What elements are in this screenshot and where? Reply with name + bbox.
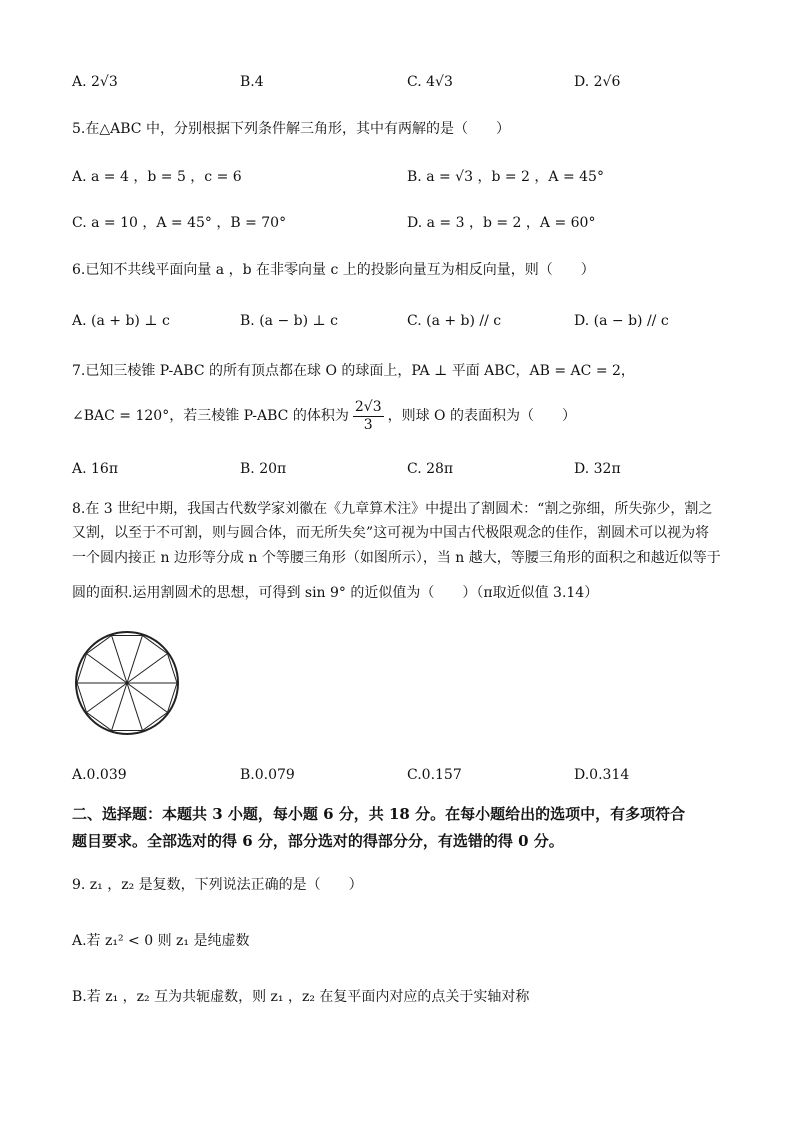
q9-option-a: A.若 z₁² < 0 则 z₁ 是纯虚数	[72, 933, 250, 949]
q7-fraction-numerator: 2√3	[354, 398, 382, 415]
figure-spoke	[127, 654, 167, 683]
q5-option-b: B. a = √3 ，b = 2 ，A = 45°	[407, 169, 604, 185]
q8-line2: 又割，以至于不可割，则与圆合体，而无所失矣”这可视为中国古代极限观念的佳作，割圆术可以视为将	[72, 525, 710, 541]
figure-spoke	[127, 683, 142, 731]
q7-line2-pre: ∠BAC = 120°，若三棱锥 P-ABC 的体积为	[72, 408, 349, 424]
q5-option-a: A. a = 4 ，b = 5 ，c = 6	[72, 169, 242, 185]
figure-spoke	[127, 683, 167, 712]
q7-fraction	[353, 399, 384, 434]
q4-option-d: D. 2√6	[574, 74, 621, 90]
figure-spoke	[112, 635, 127, 683]
q6-option-c: C. (a + b) // c	[407, 313, 502, 329]
q6-option-a: A. (a + b) ⊥ c	[72, 313, 170, 329]
figure-spoke	[127, 635, 142, 683]
q7-option-d: D. 32π	[574, 461, 621, 477]
q8-option-d: D.0.314	[574, 767, 630, 783]
q7-line2	[72, 396, 734, 436]
q8-line4: 圆的面积.运用割圆术的思想，可得到 sin 9° 的近似值为（ ）（π取近似值 3.14）	[72, 585, 599, 601]
q4-option-c: C. 4√3	[407, 74, 453, 90]
q5-option-d: D. a = 3 ，b = 2 ，A = 60°	[407, 215, 596, 231]
q4-option-a: A. 2√3	[72, 74, 118, 90]
q6-stem: 6.已知不共线平面向量 a ，b 在非零向量 c 上的投影向量互为相反向量，则（ ）	[72, 262, 595, 278]
q5-stem: 5.在△ABC 中，分别根据下列条件解三角形，其中有两解的是（ ）	[72, 121, 510, 137]
q8-line1: 8.在 3 世纪中期，我国古代数学家刘徽在《九章算术注》中提出了割圆术：“割之弥细，所失弥少，割之	[72, 501, 713, 517]
section2-heading-line1: 二、选择题：本题共 3 小题，每小题 6 分，共 18 分。在每小题给出的选项中，有多项符合	[72, 805, 686, 823]
section2-heading-line2: 题目要求。全部选对的得 6 分，部分选对的得部分分，有选错的得 0 分。	[72, 832, 564, 850]
q7-line1: 7.已知三棱锥 P-ABC 的所有顶点都在球 O 的球面上，PA ⊥ 平面 ABC，AB = AC = 2，	[72, 363, 635, 379]
q6-option-b: B. (a − b) ⊥ c	[240, 313, 338, 329]
figure-spoke	[87, 654, 127, 683]
q8-option-a: A.0.039	[72, 767, 127, 783]
q7-fraction-denominator: 3	[363, 416, 373, 433]
q6-option-d: D. (a − b) // c	[574, 313, 669, 329]
q7-option-b: B. 20π	[240, 461, 287, 477]
q8-option-b: B.0.079	[240, 767, 295, 783]
q7-line2-post: ，则球 O 的表面积为（ ）	[387, 408, 576, 424]
inscribed-polygon-figure	[72, 628, 182, 738]
q4-option-b: B.4	[240, 74, 264, 90]
q9-stem: 9. z₁ ，z₂ 是复数，下列说法正确的是（ ）	[72, 877, 363, 893]
q5-option-c: C. a = 10 ，A = 45° ，B = 70°	[72, 215, 287, 231]
figure-spoke	[112, 683, 127, 731]
q8-option-c: C.0.157	[407, 767, 462, 783]
q7-option-c: C. 28π	[407, 461, 454, 477]
q8-line3: 一个圆内接正 n 边形等分成 n 个等腰三角形（如图所示），当 n 越大，等腰三角形的面积之和越近似等于	[72, 550, 721, 566]
q9-option-b: B.若 z₁ ，z₂ 互为共轭虚数，则 z₁ ，z₂ 在复平面内对应的点关于实轴对称	[72, 989, 530, 1005]
figure-spoke	[87, 683, 127, 712]
q7-option-a: A. 16π	[72, 461, 119, 477]
